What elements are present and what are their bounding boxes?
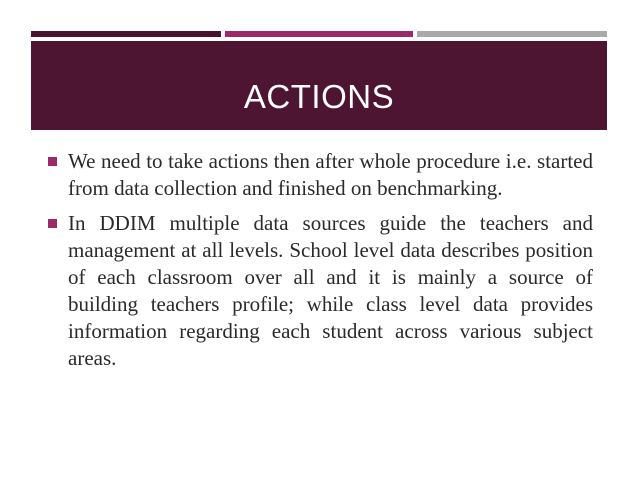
title-band: [31, 41, 607, 130]
slide-title: ACTIONS: [243, 78, 395, 115]
bullet-text: We need to take actions then after whole procedure i.e. started from data collection and finished on benchmarking.: [68, 149, 593, 200]
accent-bar-gray: [417, 31, 607, 37]
accent-bar-dark: [31, 31, 221, 37]
bullet-item: [48, 148, 593, 202]
bullet-list: [48, 148, 593, 380]
accent-bar-magenta: [225, 31, 413, 37]
bullet-square-icon: [48, 219, 57, 228]
bullet-item: [48, 210, 593, 372]
bullet-text: In DDIM multiple data sources guide the teachers and management at all levels. School level data describes position of each classroom over all and it is mainly a source of building teachers profile; while class level data provides information regarding each student across various subject areas.: [68, 211, 593, 370]
bullet-square-icon: [48, 157, 57, 166]
